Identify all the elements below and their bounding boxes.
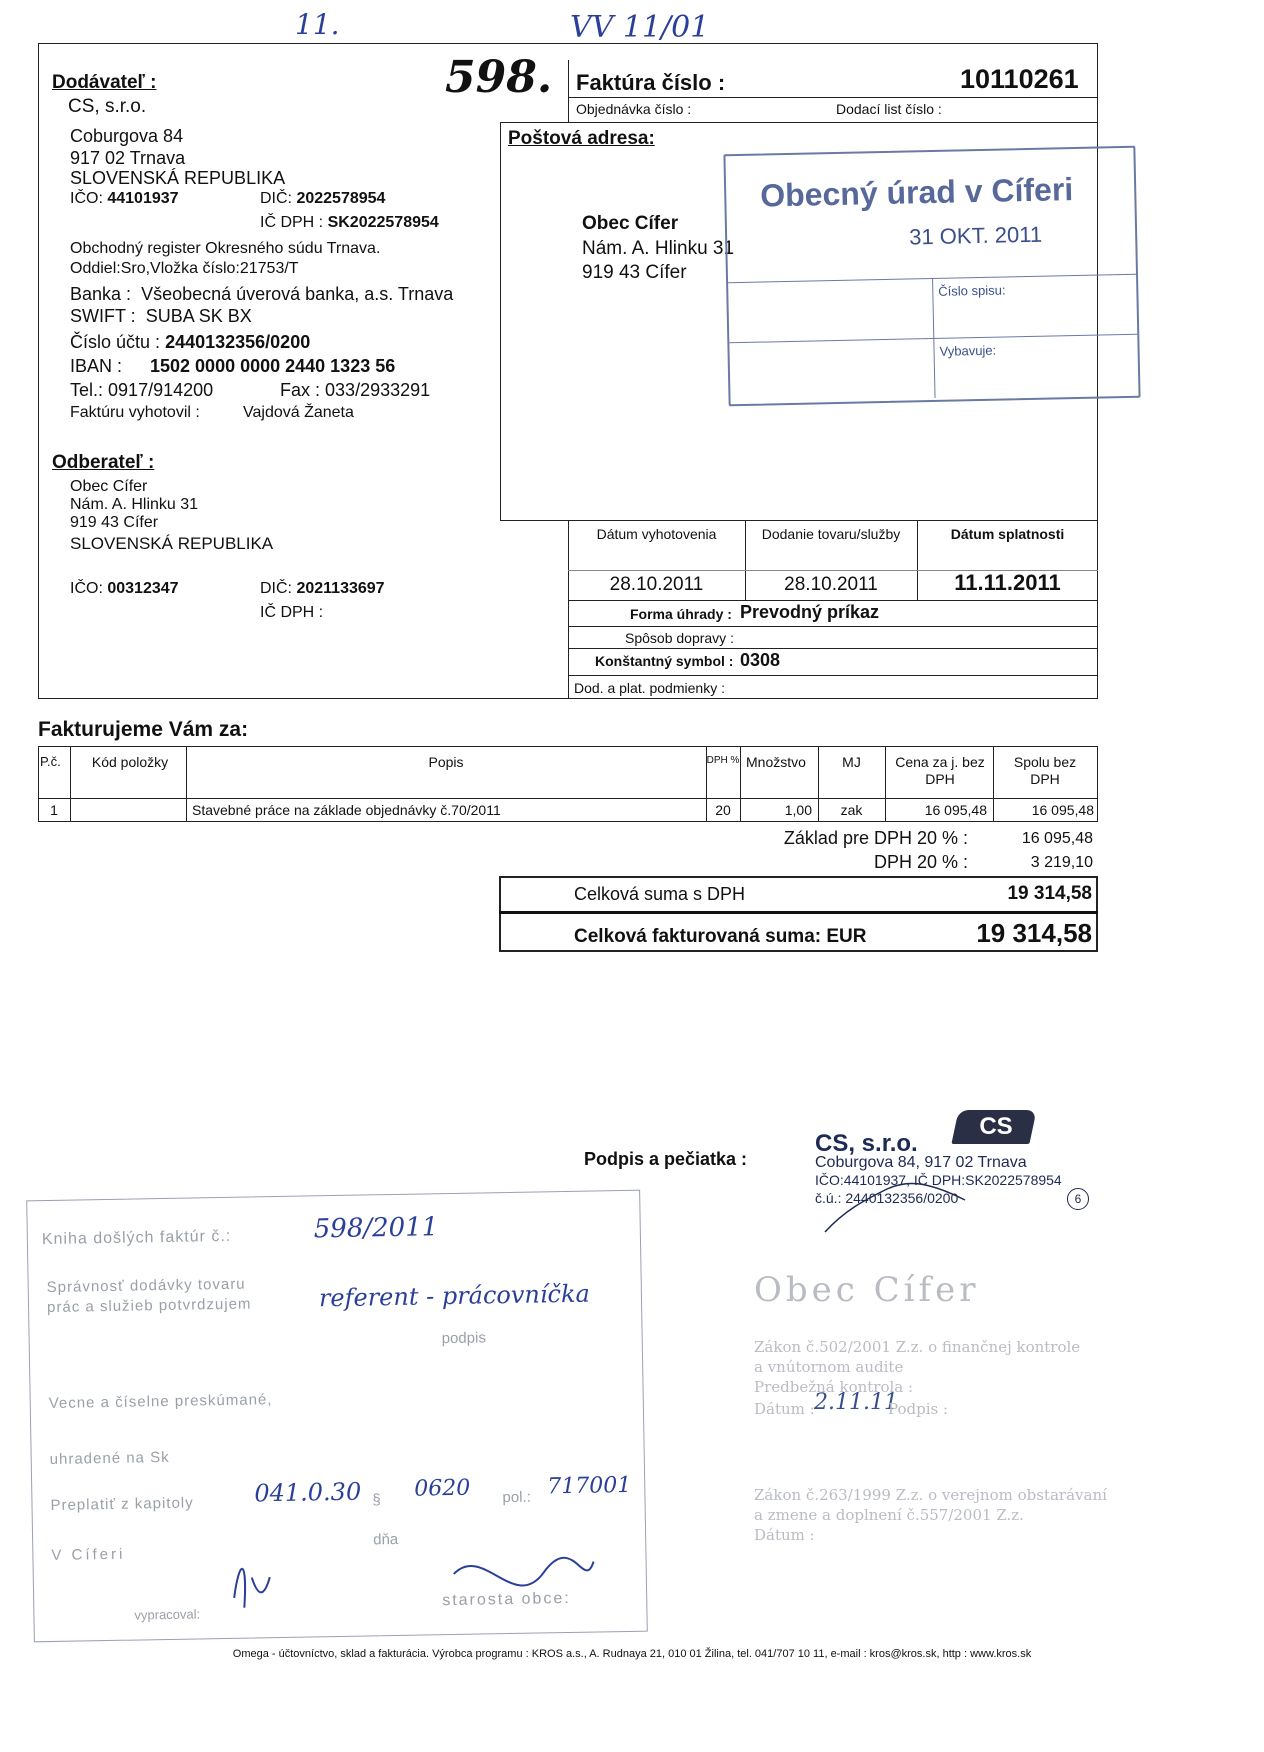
issue-date: 28.10.2011 bbox=[609, 574, 704, 595]
invoice-title-divider bbox=[568, 60, 569, 122]
control-stamp-pre-check: Predbežná kontrola : bbox=[754, 1378, 914, 1396]
supplier-register-section: Oddiel:Sro,Vložka číslo:21753/T bbox=[70, 260, 299, 277]
office-stamp-handled-by: Vybavuje: bbox=[939, 342, 997, 359]
company-stamp-circle: 6 bbox=[1067, 1188, 1089, 1210]
payment-form: Prevodný príkaz bbox=[740, 602, 880, 622]
supplier-register: Obchodný register Okresného súdu Trnava. bbox=[70, 240, 381, 257]
supplier-name: CS, s.r.o. bbox=[68, 96, 147, 117]
ledger-prepared-by: vypracoval: bbox=[134, 1606, 201, 1623]
supplier-iban-label: IBAN : bbox=[70, 356, 123, 376]
supplier-country: SLOVENSKÁ REPUBLIKA bbox=[70, 168, 286, 188]
customer-icdph: IČ DPH : bbox=[260, 604, 324, 621]
delivery-date-label: Dodanie tovaru/služby bbox=[761, 526, 901, 542]
control-stamp-date2-label: Dátum : bbox=[754, 1526, 815, 1544]
office-receipt-stamp bbox=[723, 146, 1140, 407]
grand-total-label: Celková fakturovaná suma: EUR bbox=[574, 926, 867, 947]
total-with-vat: 19 314,58 bbox=[1007, 883, 1092, 904]
order-number-label: Objednávka číslo : bbox=[576, 101, 692, 117]
handwritten-mark-left: 11. bbox=[295, 8, 340, 41]
delivery-date: 28.10.2011 bbox=[784, 574, 878, 595]
ledger-paragraph-label: § bbox=[372, 1491, 381, 1509]
ledger-podpis: podpis bbox=[441, 1329, 487, 1348]
handwritten-invoice-number: 598. bbox=[445, 52, 553, 103]
supplier-fax: Fax : 033/2933291 bbox=[280, 380, 431, 400]
row-desc: Stavebné práce na základe objednávky č.70/2011 bbox=[192, 802, 501, 818]
delivery-note-label: Dodací list číslo : bbox=[836, 101, 942, 117]
ledger-line-chapter: Preplatiť z kapitoly bbox=[50, 1494, 194, 1515]
control-stamp bbox=[748, 1270, 1148, 1600]
customer-heading: Odberateľ : bbox=[52, 452, 155, 473]
company-stamp-name: CS, s.r.o. bbox=[815, 1130, 918, 1157]
ledger-line-review: Vecne a číselne preskúmané, bbox=[48, 1391, 273, 1413]
control-stamp-law2: Zákon č.263/1999 Z.z. o verejnom obstarávaní bbox=[754, 1486, 1107, 1504]
company-stamp-ids: IČO:44101937, IČ DPH:SK2022578954 bbox=[815, 1172, 1062, 1188]
total-with-vat-label: Celková suma s DPH bbox=[574, 884, 746, 904]
issue-date-label: Dátum vyhotovenia bbox=[596, 526, 717, 542]
grand-total: 19 314,58 bbox=[976, 918, 1092, 948]
ledger-mayor: starosta obce: bbox=[442, 1589, 571, 1610]
supplier-icdph: IČ DPH : SK2022578954 bbox=[260, 214, 439, 231]
control-stamp-signature-label: Podpis : bbox=[888, 1400, 949, 1418]
vat-base: 16 095,48 bbox=[1021, 830, 1093, 847]
supplier-ico: IČO: 44101937 bbox=[70, 190, 179, 207]
office-stamp-date: 31 OKT. 2011 bbox=[908, 221, 1043, 250]
vat-base-label: Základ pre DPH 20 % : bbox=[783, 828, 968, 848]
company-stamp-account: č.ú.: 2440132356/0200 bbox=[815, 1190, 959, 1206]
col-header-desc: Popis bbox=[428, 754, 464, 770]
signature-scribble-icon bbox=[815, 1170, 1095, 1240]
ledger-date-label: dňa bbox=[373, 1530, 399, 1549]
company-logo-text: CS bbox=[979, 1113, 1013, 1140]
col-header-qty: Množstvo bbox=[746, 754, 806, 770]
invoice-title: Faktúra číslo : bbox=[576, 70, 726, 95]
vat-label: DPH 20 % : bbox=[873, 852, 968, 872]
supplier-swift: SWIFT : SUBA SK BX bbox=[70, 306, 252, 326]
control-stamp-title: Obec Cífer bbox=[754, 1270, 980, 1310]
ledger-confirm-signature: referent - prácovníčka bbox=[318, 1279, 591, 1313]
ledger-line-confirm: prác a služieb potvrdzujem bbox=[46, 1295, 252, 1317]
footer-note: Omega - účtovníctvo, sklad a fakturácia. Výrobca programu : KROS a.s., A. Rudnaya 21, 010 01 Žilina, tel. 041/707 10 11, e-mail : kros@kros.sk, http : www.kros.sk bbox=[232, 1648, 1032, 1660]
handwritten-mark-center: VV 11/01 bbox=[570, 10, 710, 45]
ledger-line-place: V Cíferi bbox=[51, 1545, 126, 1565]
company-stamp bbox=[815, 1110, 1095, 1220]
ledger-item-value: 717001 bbox=[547, 1472, 632, 1500]
supplier-account: Číslo účtu : 2440132356/0200 bbox=[70, 332, 311, 352]
constant-symbol: 0308 bbox=[740, 650, 781, 670]
ledger-book-number: 598/2011 bbox=[313, 1212, 439, 1245]
constant-symbol-label: Konštantný symbol : bbox=[595, 653, 734, 669]
col-header-total: Spolu bez DPH bbox=[1013, 754, 1077, 787]
due-date: 11.11.2011 bbox=[954, 570, 1061, 595]
office-stamp-file-number: Číslo spisu: bbox=[938, 282, 1006, 299]
customer-street: Nám. A. Hlinku 31 bbox=[70, 496, 199, 513]
customer-ico: IČO: 00312347 bbox=[70, 580, 179, 597]
ledger-line-book: Kniha došlých faktúr č.: bbox=[41, 1227, 232, 1249]
supplier-bank: Banka : Všeobecná úverová banka, a.s. Trnava bbox=[70, 284, 454, 304]
terms-label: Dod. a plat. podmienky : bbox=[574, 680, 725, 696]
customer-country: SLOVENSKÁ REPUBLIKA bbox=[70, 534, 274, 553]
ledger-item-label: pol.: bbox=[502, 1488, 531, 1507]
row-unit: zak bbox=[840, 802, 863, 818]
supplier-dic: DIČ: 2022578954 bbox=[260, 190, 386, 207]
customer-name: Obec Cífer bbox=[70, 478, 148, 495]
due-date-label: Dátum splatnosti bbox=[950, 526, 1065, 542]
office-stamp-title: Obecný úrad v Cíferi bbox=[759, 171, 1074, 214]
ledger-stamp bbox=[26, 1190, 648, 1643]
ledger-chapter-value: 041.0.30 bbox=[254, 1477, 362, 1508]
control-stamp-law1b: a vnútornom audite bbox=[754, 1358, 904, 1376]
col-header-pc: P.č. bbox=[40, 754, 61, 769]
company-stamp-address: Coburgova 84, 917 02 Trnava bbox=[815, 1154, 1027, 1171]
signature-label: Podpis a pečiatka : bbox=[584, 1149, 748, 1169]
row-total: 16 095,48 bbox=[1031, 802, 1094, 818]
transport-label: Spôsob dopravy : bbox=[625, 630, 734, 646]
customer-city: 919 43 Cífer bbox=[70, 514, 159, 531]
supplier-city: 917 02 Trnava bbox=[70, 148, 186, 168]
ledger-paragraph-value: 0620 bbox=[414, 1475, 471, 1502]
supplier-heading: Dodávateľ : bbox=[52, 72, 157, 93]
ledger-line-paid: uhradené na Sk bbox=[49, 1448, 170, 1469]
row-qty: 1,00 bbox=[784, 802, 812, 818]
col-header-vat: DPH % bbox=[706, 755, 740, 766]
vat-amount: 3 219,10 bbox=[1030, 854, 1093, 871]
control-stamp-law1: Zákon č.502/2001 Z.z. o finančnej kontrole bbox=[754, 1338, 1081, 1356]
issued-by: Vajdová Žaneta bbox=[243, 404, 354, 421]
row-pc: 1 bbox=[50, 802, 58, 818]
postal-heading: Poštová adresa: bbox=[508, 128, 655, 149]
supplier-tel: Tel.: 0917/914200 bbox=[70, 380, 214, 400]
col-header-unit: MJ bbox=[842, 754, 861, 770]
col-header-price: Cena za j. bez DPH bbox=[895, 754, 985, 787]
supplier-street: Coburgova 84 bbox=[70, 126, 184, 146]
issued-by-label: Faktúru vyhotovil : bbox=[70, 404, 200, 421]
customer-dic: DIČ: 2021133697 bbox=[260, 580, 385, 597]
postal-city: 919 43 Cífer bbox=[582, 262, 687, 283]
control-stamp-law2b: a zmene a doplnení č.557/2001 Z.z. bbox=[754, 1506, 1024, 1524]
invoice-number: 10110261 bbox=[960, 64, 1079, 94]
col-header-code: Kód položky bbox=[91, 754, 169, 770]
payment-form-label: Forma úhrady : bbox=[630, 606, 732, 622]
postal-name: Obec Cífer bbox=[582, 213, 679, 234]
ledger-line-correctness: Správnosť dodávky tovaru bbox=[46, 1275, 246, 1297]
postal-street: Nám. A. Hlinku 31 bbox=[582, 238, 735, 259]
row-vat: 20 bbox=[715, 802, 731, 818]
ledger-signatures-icon bbox=[213, 1531, 615, 1628]
control-stamp-date: 2.11.11 bbox=[814, 1390, 898, 1415]
supplier-iban: 1502 0000 0000 2440 1323 56 bbox=[150, 356, 396, 376]
row-price: 16 095,48 bbox=[924, 802, 987, 818]
items-heading: Fakturujeme Vám za: bbox=[38, 718, 249, 741]
control-stamp-date-label: Dátum : bbox=[754, 1400, 815, 1418]
